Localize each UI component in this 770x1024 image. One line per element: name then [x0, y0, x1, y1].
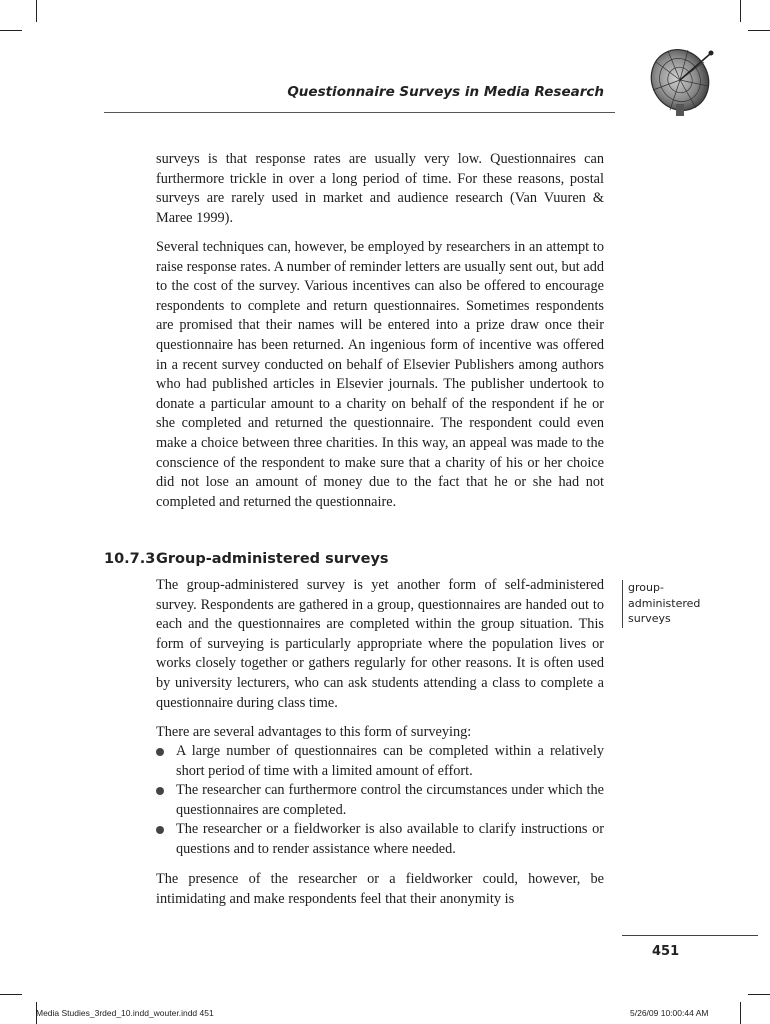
crop-mark	[740, 1002, 741, 1024]
folio-rule	[622, 935, 758, 936]
paragraph-response-rates: surveys is that response rates are usually very low. Questionnaires can furthermore trickle in over a long period of time. For these reasons, postal surveys are rarely used in market and audience research (Van Vuuren & Maree 1999).	[156, 151, 604, 226]
crop-mark	[36, 0, 37, 22]
page-number: 451	[652, 944, 680, 959]
slug-date: 5/26/09 10:00:44 AM	[630, 1008, 709, 1018]
margin-note-line: administered	[628, 596, 701, 610]
crop-mark	[740, 0, 741, 22]
slug-file: Media Studies_3rded_10.indd_wouter.indd 451	[36, 1008, 214, 1018]
bullet-icon	[156, 826, 164, 834]
section-title: Group-administered surveys	[156, 551, 389, 567]
paragraph-incentives: Several techniques can, however, be employed by researchers in an attempt to raise response rates. A number of reminder letters are usually sent out, but add to the cost of the survey. Various incentives can also be offered to encourage respondents to complete and return questionnaires. Sometimes respondents are promised that their names will be entered into a prize draw once their questionnaire has been returned. An ingenious form of incentive was offered in a recent survey conducted on behalf of Elsevier Publishers among authors who had published articles in Elsevier journals. The publisher undertook to donate a particular amount to a charity on behalf of the respondent if he or she completed and returned the questionnaire. The respondent could even make a choice between three charities. In this way, an appeal was made to the conscience of the respondent to make sure that a charity of his or her choice did not lose an amount of money due to the fact that he or she had not completed and returned the questionnaire.	[156, 239, 604, 510]
list-item: A large number of questionnaires can be completed within a relatively short period of time with a limited amount of effort.	[156, 742, 604, 781]
paragraph-presence: The presence of the researcher or a fieldworker could, however, be intimidating and make respondents feel that their anonymity is	[156, 871, 604, 907]
list-item: The researcher can furthermore control the circumstances under which the questionnaires are completed.	[156, 781, 604, 820]
margin-note	[628, 580, 738, 627]
header-rule	[104, 112, 615, 113]
section-number: 10.7.3	[104, 551, 156, 567]
advantages-list	[156, 742, 604, 860]
crop-mark	[748, 30, 770, 31]
bullet-icon	[156, 787, 164, 795]
paragraph-advantages-intro: There are several advantages to this form of surveying:	[156, 724, 472, 740]
margin-note-line: surveys	[628, 612, 671, 625]
margin-note-line: group-	[628, 581, 664, 594]
crop-mark	[0, 30, 22, 31]
crop-mark	[0, 994, 22, 995]
list-item: The researcher or a fieldworker is also available to clarify instructions or questions and to render assistance where needed.	[156, 820, 604, 859]
paragraph-group-surveys: The group-administered survey is yet another form of self-administered survey. Respondents are gathered in a group, questionnaires are handed out to each and the questionnaires are completed within the group situation. This form of surveying is particularly appropriate where the population lives or works closely together or gathers regularly for other reasons. It is often used by university lecturers, who can ask students attending a class to complete a questionnaire during class time.	[156, 577, 604, 711]
margin-note-rule	[622, 580, 623, 628]
bullet-icon	[156, 748, 164, 756]
crop-mark	[748, 994, 770, 995]
satellite-dish-icon	[646, 46, 720, 118]
running-header: Questionnaire Surveys in Media Research	[287, 84, 604, 100]
